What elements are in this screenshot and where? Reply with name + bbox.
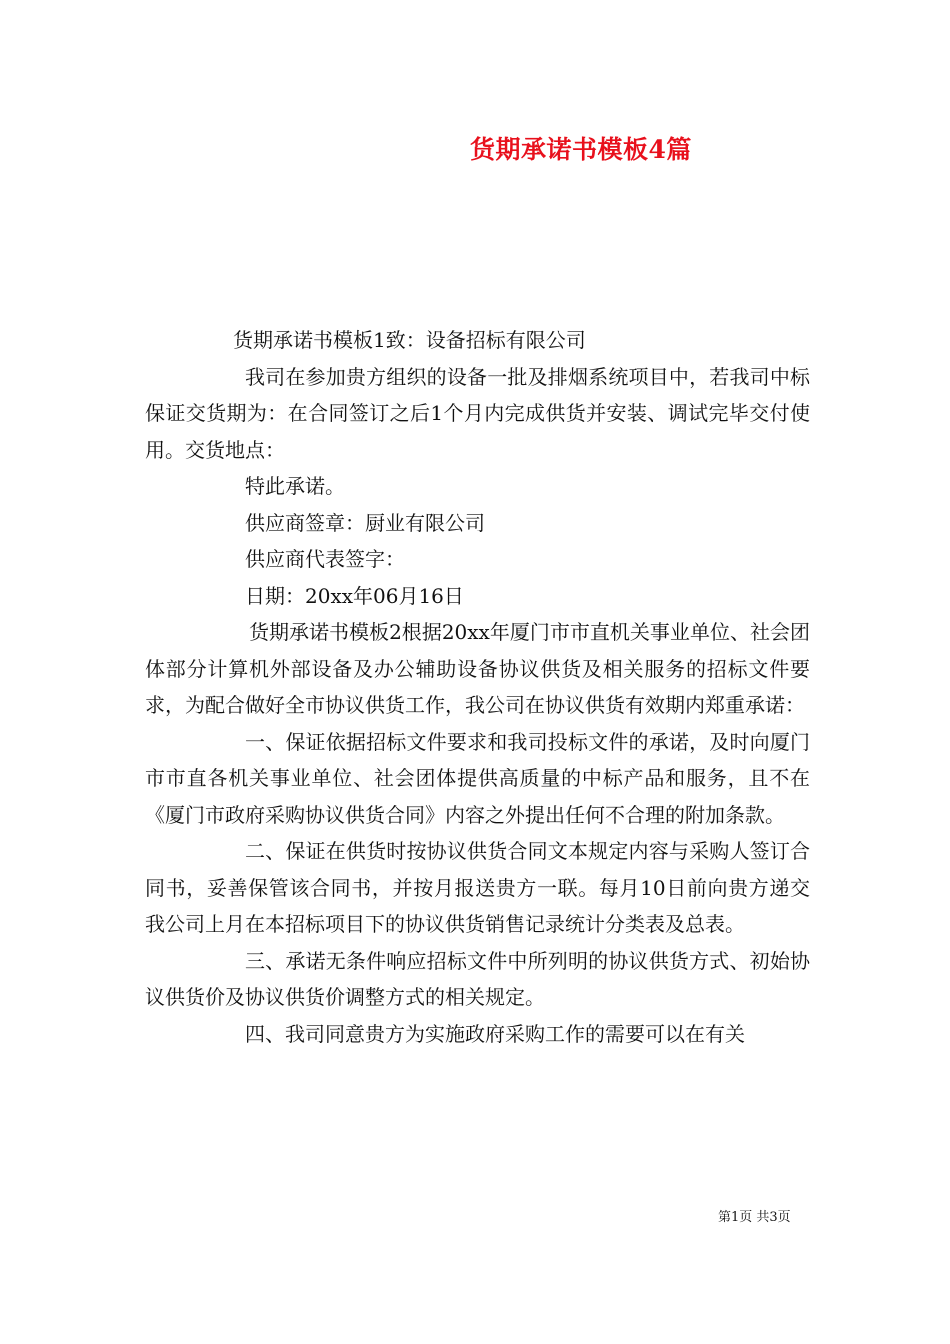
paragraph: 日期：20xx年06月16日: [245, 583, 464, 608]
paragraph: 二、保证在供货时按协议供货合同文本规定内容与采购人签订合同书，妥善保管该合同书，并按月报送贵方一联。每月10日前向贵方递交我公司上月在本招标项目下的协议供货销售记录统计分类表及总表。: [145, 839, 810, 936]
paragraph: 货期承诺书模板2根据20xx年厦门市市直机关事业单位、社会团体部分计算机外部设备及办公辅助设备协议供货及相关服务的招标文件要求，为配合做好全市协议供货工作，我公司在协议供货有效期内郑重承诺：: [145, 620, 810, 717]
document-body: [145, 322, 810, 1052]
page-number: 第1页 共3页: [718, 1210, 791, 1225]
document-title: 货期承诺书模板4篇: [470, 135, 692, 164]
paragraph: 供应商签章：厨业有限公司: [245, 510, 485, 535]
paragraph: 三、承诺无条件响应招标文件中所列明的协议供货方式、初始协议供货价及协议供货价调整方式的相关规定。: [145, 948, 810, 1009]
paragraph: 特此承诺。: [245, 474, 345, 498]
paragraph: 货期承诺书模板1致：设备招标有限公司: [233, 328, 586, 352]
paragraph: 四、我司同意贵方为实施政府采购工作的需要可以在有关: [245, 1021, 745, 1046]
paragraph: 我司在参加贵方组织的设备一批及排烟系统项目中，若我司中标保证交货期为：在合同签订之后1个月内完成供货并安装、调试完毕交付使用。交货地点：: [145, 364, 810, 462]
paragraph: 一、保证依据招标文件要求和我司投标文件的承诺，及时向厦门市市直各机关事业单位、社会团体提供高质量的中标产品和服务，且不在《厦门市政府采购协议供货合同》内容之外提出任何不合理的附加条款。: [145, 729, 810, 827]
paragraph: 供应商代表签字：: [245, 547, 405, 571]
